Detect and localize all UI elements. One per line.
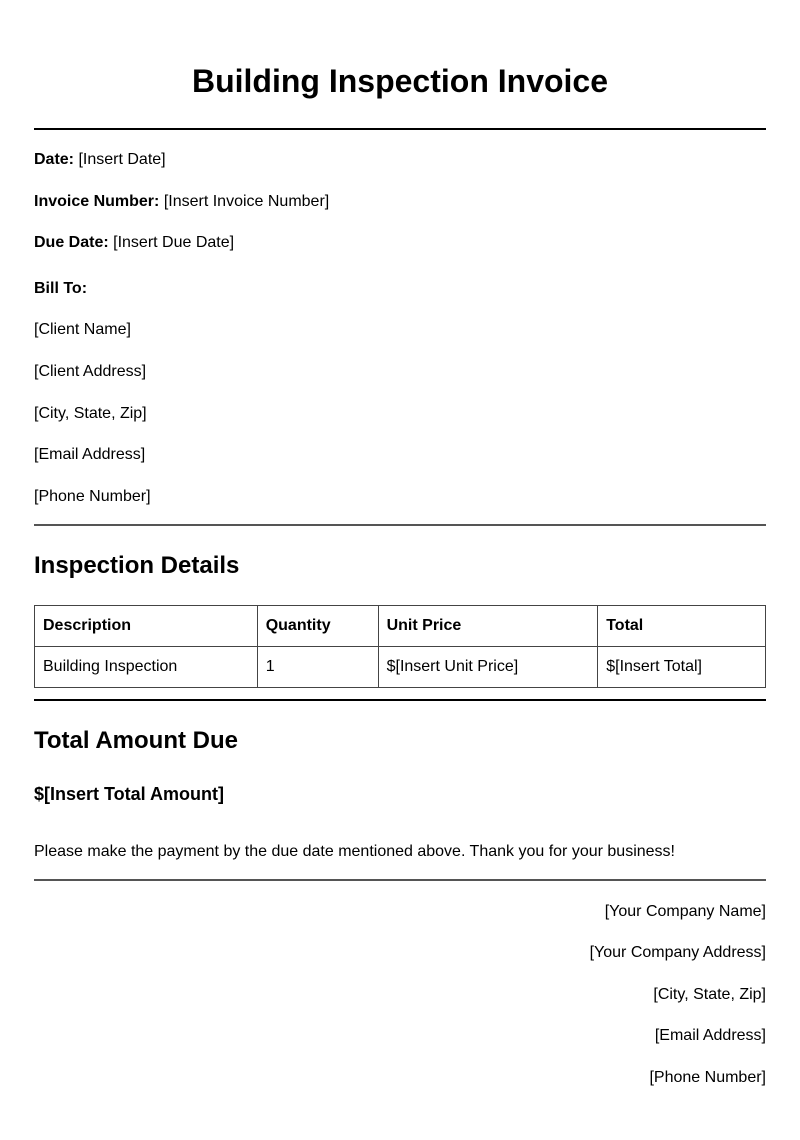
bill-to-divider bbox=[34, 524, 766, 526]
client-city-state-zip: [City, State, Zip] bbox=[34, 405, 147, 422]
invoice-number-label: Invoice Number: bbox=[34, 193, 160, 210]
page-title: Building Inspection Invoice bbox=[191, 63, 609, 99]
client-address: [Client Address] bbox=[34, 363, 147, 380]
invoice-number-value: [Insert Invoice Number] bbox=[163, 193, 330, 210]
cell-total: $[Insert Total] bbox=[598, 647, 766, 688]
payment-note: Please make the payment by the due date mentioned above. Thank you for your business! bbox=[34, 843, 675, 860]
cell-quantity: 1 bbox=[257, 647, 378, 688]
column-header-quantity: Quantity bbox=[257, 606, 378, 647]
client-name: [Client Name] bbox=[34, 321, 131, 338]
table-divider bbox=[34, 699, 766, 701]
table-row bbox=[35, 647, 766, 688]
column-header-unit-price: Unit Price bbox=[378, 606, 598, 647]
cell-description: Building Inspection bbox=[35, 647, 258, 688]
column-header-description: Description bbox=[35, 606, 258, 647]
client-email: [Email Address] bbox=[34, 446, 146, 463]
total-amount-value: $[Insert Total Amount] bbox=[34, 784, 224, 804]
invoice-date-label: Date: bbox=[34, 151, 75, 168]
cell-unit-price: $[Insert Unit Price] bbox=[378, 647, 598, 688]
column-header-total: Total bbox=[598, 606, 766, 647]
invoice-date-value: [Insert Date] bbox=[78, 151, 166, 168]
bill-to-label: Bill To: bbox=[34, 280, 88, 297]
footer-divider bbox=[34, 879, 766, 881]
invoice-date-line bbox=[34, 150, 166, 170]
company-name: [Your Company Name] bbox=[604, 903, 766, 920]
table-header-row bbox=[35, 606, 766, 647]
due-date-label: Due Date: bbox=[34, 234, 109, 251]
total-amount-heading: Total Amount Due bbox=[34, 727, 238, 754]
invoice-number-line bbox=[34, 192, 329, 212]
company-email: [Email Address] bbox=[654, 1027, 766, 1044]
due-date-line bbox=[34, 233, 234, 253]
inspection-details-heading: Inspection Details bbox=[34, 552, 240, 579]
company-phone: [Phone Number] bbox=[649, 1069, 766, 1086]
inspection-details-table bbox=[34, 605, 766, 688]
company-city-state-zip: [City, State, Zip] bbox=[653, 986, 766, 1003]
client-phone: [Phone Number] bbox=[34, 488, 151, 505]
due-date-value: [Insert Due Date] bbox=[113, 234, 235, 251]
title-divider bbox=[34, 128, 766, 130]
company-address: [Your Company Address] bbox=[589, 944, 766, 961]
